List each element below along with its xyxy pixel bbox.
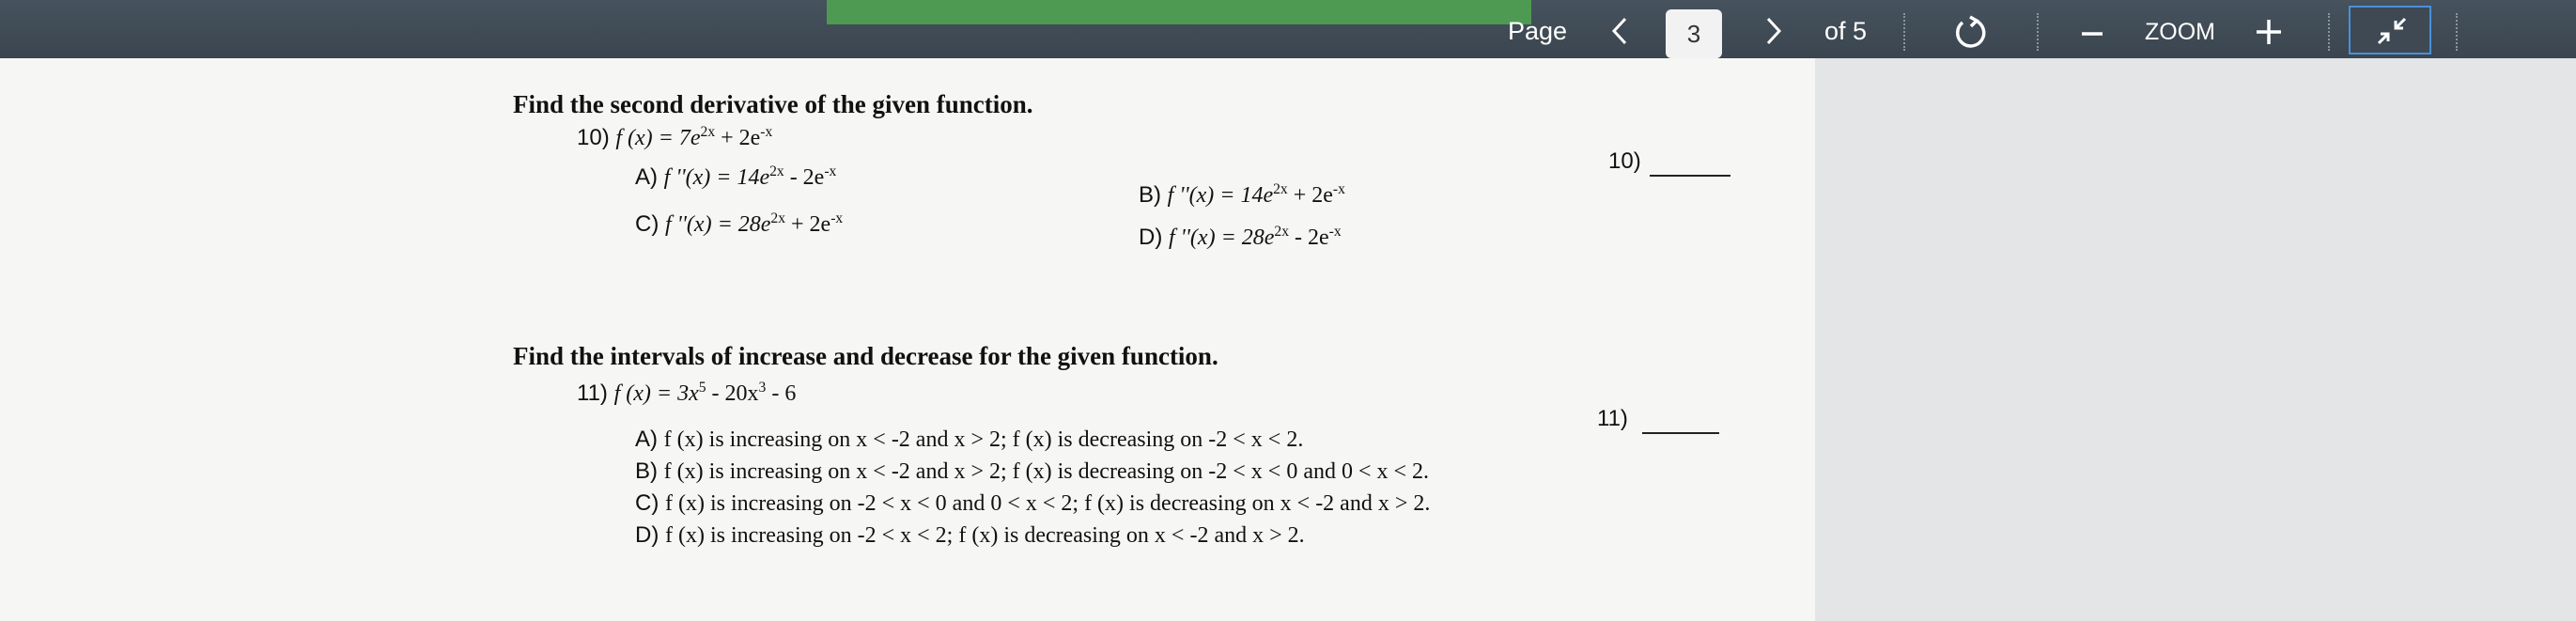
top-accent-strip bbox=[827, 0, 1531, 24]
toolbar-divider bbox=[2328, 13, 2330, 51]
choice-label: A) bbox=[635, 427, 658, 452]
question-10 bbox=[577, 124, 772, 151]
question-number: 10) bbox=[577, 125, 610, 150]
choice-text: f (x) is increasing on -2 < x < 2; f (x) is decreasing on x < -2 and x > 2. bbox=[665, 523, 1305, 548]
choice-text: f ''(x) = 14e bbox=[1167, 183, 1274, 208]
function-text: f (x) = 7e bbox=[615, 126, 701, 150]
choice-text: f (x) is increasing on x < -2 and x > 2; f (x) is decreasing on -2 < x < 0 and 0 < x < 2. bbox=[663, 459, 1430, 484]
pdf-toolbar bbox=[0, 0, 2576, 58]
answer-blank[interactable] bbox=[1650, 175, 1730, 177]
choice-text: f ''(x) = 28e bbox=[665, 212, 771, 237]
choice-c[interactable] bbox=[635, 210, 843, 238]
choice-label: B) bbox=[635, 458, 658, 484]
choice-d[interactable] bbox=[635, 522, 1305, 549]
choice-label: C) bbox=[635, 490, 660, 516]
choice-text: f ''(x) = 14e bbox=[663, 165, 770, 190]
plus-icon[interactable] bbox=[2253, 13, 2285, 54]
section-heading: Find the second derivative of the given function. bbox=[513, 90, 1033, 118]
choice-label: D) bbox=[1139, 225, 1163, 250]
exponent: -x bbox=[1332, 181, 1345, 197]
exponent: 2x bbox=[769, 163, 784, 179]
choice-text: + 2e bbox=[785, 212, 831, 237]
choice-label: C) bbox=[635, 211, 660, 237]
page-count: of 5 bbox=[1824, 17, 1868, 45]
choice-text: - 2e bbox=[1289, 225, 1329, 250]
choice-b[interactable] bbox=[635, 458, 1429, 485]
choice-label: A) bbox=[635, 164, 658, 190]
exponent: 2x bbox=[700, 124, 716, 140]
chevron-right-icon[interactable] bbox=[1762, 15, 1785, 52]
function-text: + 2e bbox=[715, 126, 761, 150]
question-number: 11) bbox=[577, 380, 608, 406]
collapse-icon bbox=[2375, 15, 2409, 52]
zoom-label: ZOOM bbox=[2145, 19, 2215, 45]
rotate-icon[interactable] bbox=[1951, 13, 1989, 55]
question-11 bbox=[577, 380, 796, 407]
exponent: -x bbox=[824, 163, 837, 179]
choice-a[interactable] bbox=[635, 427, 1303, 453]
document-page bbox=[0, 58, 1815, 621]
toolbar-divider bbox=[2037, 13, 2039, 51]
choice-c[interactable] bbox=[635, 490, 1430, 517]
choice-d[interactable] bbox=[1139, 224, 1342, 251]
choice-label: B) bbox=[1139, 182, 1161, 208]
exponent: -x bbox=[830, 210, 844, 226]
exponent: 2x bbox=[770, 210, 786, 226]
exponent: 3 bbox=[758, 380, 767, 396]
choice-label: D) bbox=[635, 522, 660, 548]
section-heading: Find the intervals of increase and decrease for the given function. bbox=[513, 342, 1218, 370]
choice-b[interactable] bbox=[1139, 181, 1345, 209]
collapse-view-button[interactable] bbox=[2349, 6, 2431, 54]
choice-a[interactable] bbox=[635, 163, 836, 191]
exponent: 2x bbox=[1274, 224, 1290, 240]
answer-blank[interactable] bbox=[1642, 432, 1719, 434]
function-text: - 6 bbox=[766, 381, 797, 406]
exponent: 5 bbox=[698, 380, 706, 396]
page-label: Page bbox=[1508, 17, 1568, 45]
toolbar-divider bbox=[2456, 13, 2458, 51]
function-text: - 20x bbox=[706, 381, 759, 406]
function-text: f (x) = 3x bbox=[613, 381, 699, 406]
choice-text: + 2e bbox=[1287, 183, 1333, 208]
page-number-input[interactable]: 3 bbox=[1666, 9, 1722, 58]
answer-number: 10) bbox=[1608, 148, 1641, 174]
exponent: -x bbox=[1328, 224, 1342, 240]
right-background bbox=[1815, 58, 2576, 621]
exponent: 2x bbox=[1273, 181, 1288, 197]
choice-text: f (x) is increasing on -2 < x < 0 and 0 < x < 2; f (x) is decreasing on x < -2 and x > 2. bbox=[665, 491, 1431, 516]
choice-text: f (x) is increasing on x < -2 and x > 2; f (x) is decreasing on -2 < x < 2. bbox=[663, 427, 1304, 452]
choice-text: f ''(x) = 28e bbox=[1169, 225, 1275, 250]
chevron-left-icon[interactable] bbox=[1608, 15, 1631, 52]
minus-icon[interactable] bbox=[2078, 15, 2106, 52]
choice-text: - 2e bbox=[784, 165, 825, 190]
answer-number: 11) bbox=[1597, 406, 1628, 431]
exponent: -x bbox=[760, 124, 773, 140]
toolbar-divider bbox=[1903, 13, 1905, 51]
